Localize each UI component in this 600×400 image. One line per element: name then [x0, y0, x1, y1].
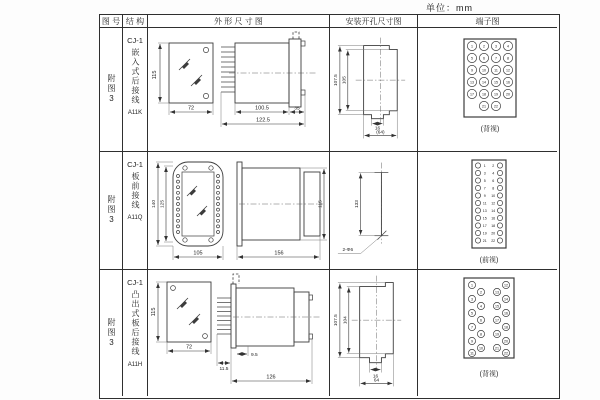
side-view: [217, 274, 321, 348]
svg-text:4: 4: [507, 43, 509, 48]
svg-text:18: 18: [491, 223, 496, 228]
svg-text:8: 8: [492, 186, 495, 190]
svg-text:11: 11: [494, 67, 498, 72]
dim-overall-width: 64: [373, 378, 380, 384]
dim-offset: 9.5: [250, 353, 258, 358]
header-fig-no: 图 号: [100, 15, 123, 28]
svg-text:13: 13: [470, 79, 474, 84]
model-code-label: A11H: [127, 361, 143, 368]
row3-outline-cell: [148, 270, 330, 396]
svg-text:19: 19: [482, 231, 487, 235]
svg-text:8: 8: [507, 55, 509, 60]
svg-text:13: 13: [482, 208, 487, 213]
svg-text:9: 9: [471, 67, 473, 72]
svg-text:16: 16: [504, 311, 508, 316]
mounting-drawing-a11q: [330, 152, 417, 270]
spec-table: [99, 14, 560, 399]
mounting-drawing-a11k: [330, 29, 417, 151]
row3-terminal-cell: [418, 270, 557, 396]
terminal-grid: [467, 41, 512, 110]
indicator-mark: [177, 298, 188, 309]
svg-text:20: 20: [506, 91, 510, 96]
dim-notch: 16: [374, 126, 381, 132]
header-structure: 结 构: [123, 15, 148, 28]
terminal-pins: [221, 47, 235, 92]
outline-drawing-a11q: [149, 152, 329, 270]
model-label: CJ-1: [127, 36, 143, 45]
dim-side-length: 126: [265, 374, 276, 381]
svg-text:20: 20: [504, 339, 508, 344]
dimensions: [338, 172, 382, 253]
svg-text:21: 21: [495, 346, 499, 351]
svg-text:11: 11: [470, 351, 474, 356]
row3-mounting-cell: [330, 270, 418, 396]
svg-text:14: 14: [504, 297, 508, 302]
side-terminals: [176, 174, 219, 233]
dim-side-length: 156: [273, 250, 284, 256]
svg-text:17: 17: [482, 223, 487, 228]
svg-text:17: 17: [470, 91, 474, 96]
svg-text:6: 6: [480, 318, 482, 323]
svg-text:6: 6: [483, 55, 485, 60]
dim-front-height: 115: [150, 307, 157, 317]
svg-text:21: 21: [482, 238, 487, 243]
svg-text:7: 7: [495, 55, 497, 60]
row1-terminal-cell: [418, 28, 557, 152]
model-code-label: A11Q: [127, 215, 143, 221]
terminal-grid: [468, 281, 509, 356]
header-outline: 外 形 尺 寸 图: [148, 15, 330, 28]
dim-front-inner-height: 125: [160, 199, 165, 208]
svg-text:8: 8: [480, 332, 482, 337]
svg-text:12: 12: [491, 201, 496, 205]
svg-text:3: 3: [471, 297, 473, 302]
row2-fig-no: [100, 152, 123, 270]
svg-text:16: 16: [506, 79, 510, 84]
side-view: [237, 162, 323, 246]
dimensions: [333, 45, 397, 138]
fig-label: 附图3: [107, 74, 116, 105]
svg-text:1: 1: [471, 43, 473, 48]
indicator-mark: [191, 75, 202, 86]
svg-text:3: 3: [483, 171, 486, 175]
terminal-drawing-a11h: [418, 270, 557, 396]
svg-text:22: 22: [494, 103, 498, 108]
dimensions: [152, 43, 305, 127]
svg-text:12: 12: [506, 67, 510, 72]
svg-text:3: 3: [495, 43, 497, 48]
svg-text:10: 10: [491, 193, 496, 198]
header-terminal: 端子图: [418, 15, 557, 28]
dim-outer-height: 107.5: [333, 73, 339, 86]
svg-text:15: 15: [495, 304, 499, 309]
svg-text:2: 2: [492, 163, 495, 168]
dim-hole-span: 133: [355, 199, 361, 208]
indicator-mark: [197, 206, 207, 216]
model-code-label: A11K: [127, 110, 143, 116]
svg-text:22: 22: [491, 238, 496, 243]
svg-text:19: 19: [495, 332, 499, 337]
row1-mounting-cell: [330, 28, 418, 152]
terminal-pins: [217, 298, 231, 334]
indicator-mark: [179, 59, 190, 70]
dim-front-width: 105: [192, 250, 203, 256]
terminal-drawing-a11q: [418, 152, 557, 270]
svg-text:11: 11: [482, 201, 487, 205]
dim-front-height: 115: [151, 70, 158, 79]
front-view: [173, 162, 223, 246]
svg-text:4: 4: [480, 304, 482, 309]
row2-structure: [123, 152, 148, 270]
side-view: [221, 32, 317, 107]
svg-text:5: 5: [471, 311, 473, 316]
dim-inner-height: 105: [342, 75, 348, 84]
dim-body-length: 100.5: [254, 105, 269, 111]
indicator-mark: [187, 186, 197, 196]
svg-text:19: 19: [494, 91, 498, 96]
fig-label: 附图3: [107, 317, 116, 349]
structure-type-label: 嵌入式后接线: [131, 48, 140, 105]
svg-text:13: 13: [495, 290, 499, 295]
model-label: CJ-1: [127, 160, 143, 169]
svg-text:5: 5: [483, 178, 486, 183]
header-mounting: 安装开孔尺寸图: [330, 15, 418, 28]
row1-fig-no: [100, 28, 123, 152]
row1-outline-cell: [148, 28, 330, 152]
dim-overall-width: (64): [376, 130, 385, 135]
terminal-grid: [475, 162, 502, 242]
outline-drawing-a11k: [149, 29, 329, 151]
dim-pins: 11.5: [219, 367, 228, 372]
model-label: CJ-1: [127, 278, 143, 287]
dim-total-length: 122.5: [255, 117, 270, 123]
dimensions: [333, 283, 393, 387]
terminal-block: [464, 278, 514, 358]
dim-side-height: 115: [318, 199, 323, 208]
structure-type-label: 板前接线: [131, 172, 140, 210]
row2-terminal-cell: [418, 152, 557, 270]
front-view: [169, 43, 213, 103]
svg-text:7: 7: [483, 186, 486, 190]
svg-text:10: 10: [482, 67, 486, 72]
mounting-drawing-a11h: [330, 270, 417, 396]
dim-notch: 16: [372, 374, 379, 380]
terminal-numbers-right: [491, 164, 495, 243]
svg-text:18: 18: [504, 325, 508, 330]
terminal-block: [472, 160, 506, 248]
svg-text:21: 21: [482, 103, 486, 108]
front-view: [167, 282, 211, 342]
terminal-numbers: [470, 44, 510, 108]
dim-front-width: 72: [187, 105, 194, 111]
dim-front-outer-height: 140: [151, 199, 157, 208]
svg-text:16: 16: [491, 216, 496, 220]
svg-text:1: 1: [471, 283, 473, 288]
svg-text:1: 1: [483, 163, 486, 168]
dimensions: [151, 282, 312, 384]
svg-text:9: 9: [483, 193, 486, 198]
hole-spec-label: 2-Φ6: [342, 247, 354, 253]
terminal-numbers-left: [483, 164, 487, 243]
outline-drawing-a11h: [149, 270, 329, 396]
view-caption: (背视): [479, 371, 499, 378]
view-caption: (前视): [479, 256, 499, 264]
svg-text:15: 15: [482, 216, 487, 220]
svg-text:15: 15: [494, 79, 498, 84]
svg-text:22: 22: [504, 351, 508, 356]
dim-inner-height: 104: [343, 316, 349, 325]
svg-text:2: 2: [483, 43, 485, 48]
svg-text:10: 10: [479, 346, 483, 351]
fig-label: 附图3: [107, 195, 116, 226]
dim-flange: 35: [293, 106, 300, 111]
dim-front-width: 72: [185, 344, 192, 351]
svg-text:9: 9: [471, 339, 473, 344]
row2-mounting-cell: [330, 152, 418, 270]
unit-note: 单位：mm: [426, 3, 473, 13]
svg-text:2: 2: [480, 290, 482, 295]
structure-type-label: 凸出式板后接线: [131, 290, 140, 357]
dim-outer-height: 107.5: [333, 314, 339, 327]
svg-text:6: 6: [492, 178, 495, 183]
row1-structure: [123, 28, 148, 152]
terminal-drawing-a11k: [418, 29, 557, 151]
svg-text:18: 18: [482, 91, 486, 96]
svg-text:14: 14: [491, 208, 496, 213]
terminal-numbers: [470, 283, 508, 355]
indicator-mark: [189, 314, 200, 325]
svg-text:17: 17: [495, 318, 499, 323]
svg-text:12: 12: [504, 283, 508, 288]
svg-text:14: 14: [482, 79, 486, 84]
svg-text:5: 5: [471, 55, 473, 60]
svg-text:4: 4: [492, 171, 495, 175]
row3-fig-no: [100, 270, 123, 396]
view-caption: (背视): [480, 125, 500, 133]
row3-structure: [123, 270, 148, 396]
row2-outline-cell: [148, 152, 330, 270]
svg-text:7: 7: [471, 325, 473, 330]
svg-text:20: 20: [491, 231, 496, 235]
